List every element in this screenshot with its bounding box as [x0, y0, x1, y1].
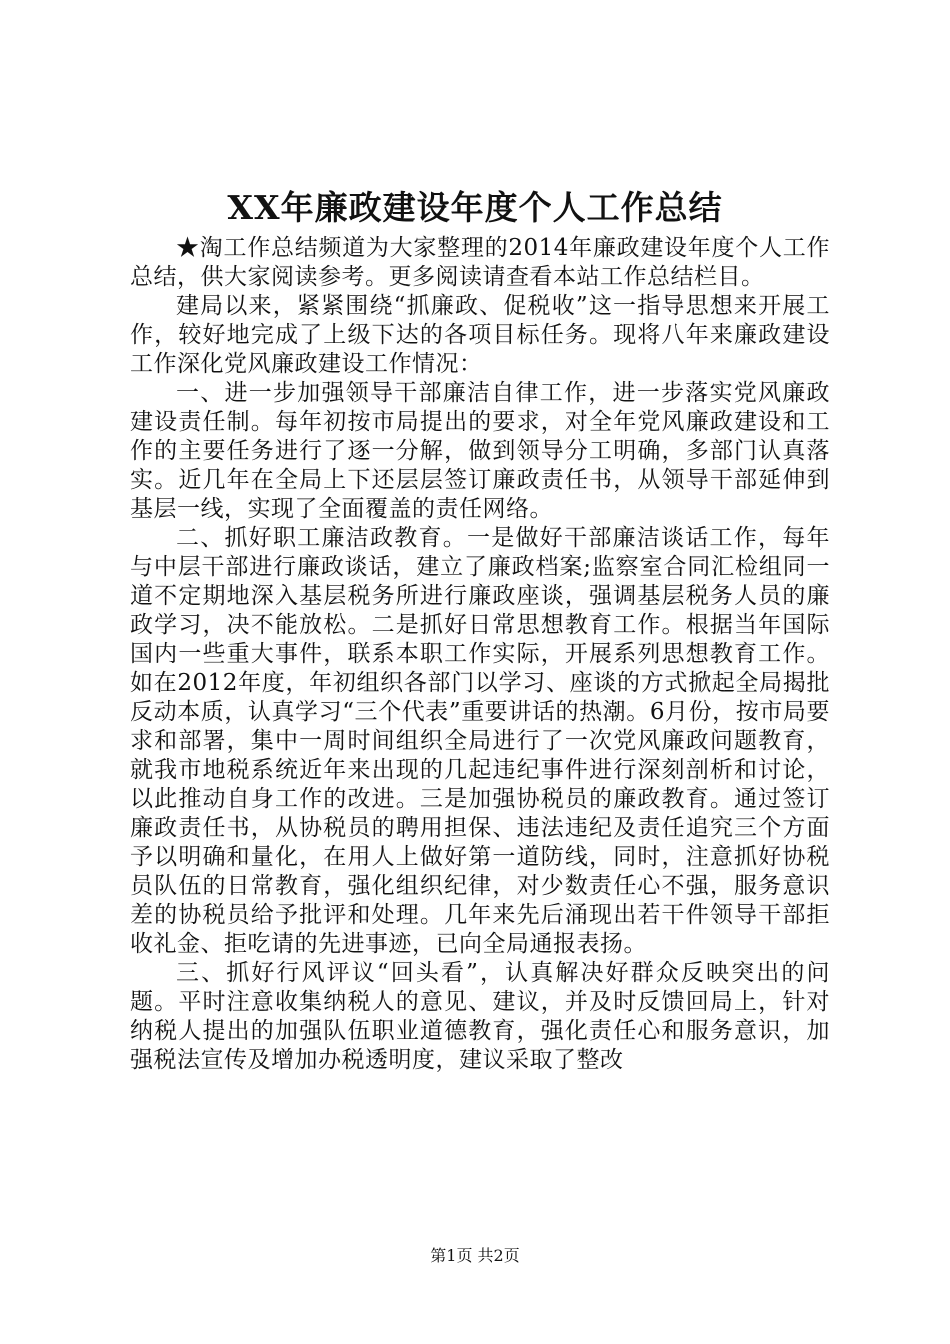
- paragraph-section-3: 三、抓好行风评议“回头看”，认真解决好群众反映突出的问题。平时注意收集纳税人的意见、建议，并及时反馈回局上，针对纳税人提出的加强队伍职业道德教育，强化责任心和服务意识，加强税法宣传及增加办税透明度，建议采取了整改: [130, 960, 830, 1073]
- paragraph-section-2: 二、抓好职工廉洁政教育。一是做好干部廉洁谈话工作，每年与中层干部进行廉政谈话，建立了廉政档案;监察室合同汇检组同一道不定期地深入基层税务所进行廉政座谈，强调基层税务人员的廉政学习，决不能放松。二是抓好日常思想教育工作。根据当年国际国内一些重大事件，联系本职工作实际，开展系列思想教育工作。如在2012年度，年初组织各部门以学习、座谈的方式掀起全局揭批反动本质，认真学习“三个代表”重要讲话的热潮。6月份，按市局要求和部署，集中一周时间组织全局进行了一次党风廉政问题教育，就我市地税系统近年来出现的几起违纪事件进行深刻剖析和讨论，以此推动自身工作的改进。三是加强协税员的廉政教育。通过签订廉政责任书，从协税员的聘用担保、违法违纪及责任追究三个方面予以明确和量化，在用人上做好第一道防线，同时，注意抓好协税员队伍的日常教育，强化组织纪律，对少数责任心不强，服务意识差的协税员给予批评和处理。几年来先后涌现出若干件领导干部拒收礼金、拒吃请的先进事迹，已向全局通报表扬。: [130, 525, 830, 957]
- paragraph-section-1: 一、进一步加强领导干部廉洁自律工作，进一步落实党风廉政建设责任制。每年初按市局提出的要求，对全年党风廉政建设和工作的主要任务进行了逐一分解，做到领导分工明确，多部门认真落实。近几年在全局上下还层层签订廉政责任书，从领导干部延伸到基层一线，实现了全面覆盖的责任网络。: [130, 380, 830, 522]
- document-body: [130, 234, 830, 1075]
- page-number-footer: 第1页 共2页: [430, 1246, 520, 1265]
- paragraph-intro: ★淘工作总结频道为大家整理的2014年廉政建设年度个人工作总结，供大家阅读参考。更多阅读请查看本站工作总结栏目。: [130, 235, 830, 290]
- paragraph-overview: 建局以来，紧紧围绕“抓廉政、促税收”这一指导思想来开展工作，较好地完成了上级下达的各项目标任务。现将八年来廉政建设工作深化党风廉政建设工作情况：: [130, 293, 830, 377]
- document-title: XX年廉政建设年度个人工作总结: [227, 188, 723, 227]
